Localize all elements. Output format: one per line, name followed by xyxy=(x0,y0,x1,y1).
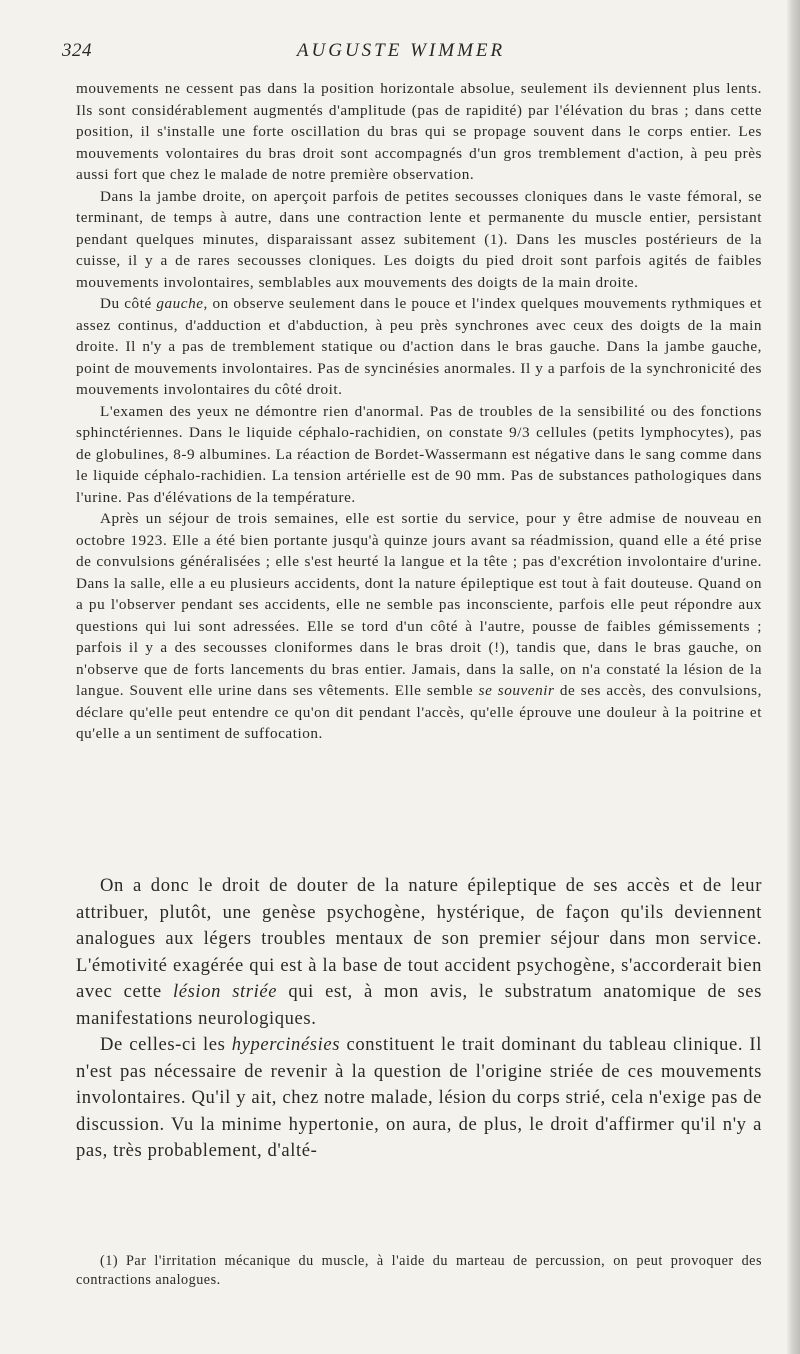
running-head: AUGUSTE WIMMER xyxy=(296,40,506,61)
emphasis-hypercinesies: hypercinésies xyxy=(231,1034,341,1055)
paragraph-movements: mouvements ne cessent pas dans la position horizontale absolue, seulement ils deviennent plus lents. Ils sont considérablement augmentés d'amplitude (pas de rapidité) par l'élévation du bras ; dans cette position, il s'installe une forte oscillation du bras qui se propage souvent dans le corps entier. Les mouvements volontaires du bras droit sont accompagnés d'un gros tremblement d'action, à peu près aussi fort que chez le malade de notre première observation. xyxy=(76,80,762,183)
page-number: 324 xyxy=(62,40,92,61)
paragraph-discussion-2: De celles-ci les hypercinésies constituent le trait dominant du tableau clinique. Il n'est pas nécessaire de revenir à la question de l'origine striée de ces mouvements involontaires. Qu'il y ait, chez notre malade, lésion du corps strié, cela n'exige pas de discussion. Vu la minime hypertonie, on aura, de plus, le droit d'affirmer qu'il n'y a pas, très probablement, d'alté- xyxy=(76,1034,762,1161)
emphasis-se-souvenir: se souvenir xyxy=(478,682,555,699)
paragraph-left-side: Du côté gauche, on observe seulement dans le pouce et l'index quelques mouvements rythmiques et assez continus, d'adduction et d'abduction, à peu près synchrones avec ceux des doigts de la main droite. Il n'y a pas de tremblement statique ou d'action dans le bras gauche. Dans la jambe gauche, point de mouvements involontaires. Pas de syncinésies anormales. Il y a parfois de la synchronicité des mouvements involontaires du côté droit. xyxy=(76,295,762,398)
emphasis-gauche: gauche xyxy=(156,295,204,312)
footnote-text: (1) Par l'irritation mécanique du muscle, à l'aide du marteau de percussion, on peut provoquer des contractions analogues. xyxy=(76,1253,762,1288)
paragraph-examination: L'examen des yeux ne démontre rien d'anormal. Pas de troubles de la sensibilité ou des fonctions sphinctériennes. Dans le liquide céphalo-rachidien, on constate 9/3 cellules (petits lymphocytes), pas de globulines, 8-9 albumines. La réaction de Bordet-Wassermann est négative dans le sang comme dans le liquide céphalo-rachidien. La tension artérielle est de 90 mm. Pas de substances pathologiques dans l'urine. Pas d'élévations de la température. xyxy=(76,402,762,506)
emphasis-lesion-striee: lésion striée xyxy=(172,981,278,1002)
paragraph-discussion-1: On a donc le droit de douter de la nature épileptique de ses accès et de leur attribuer, plutôt, une genèse psychogène, hystérique, de façon qu'ils deviennent analogues aux légers troubles mentaux de son premier séjour dans mon service. L'émotivité exagérée qui est à la base de tout accident psychogène, s'accorderait bien avec cette lésion striée qui est, à mon avis, le substratum anatomique de ses manifestations neurologiques. xyxy=(76,875,762,1029)
case-report-text xyxy=(76,78,762,745)
discussion-text xyxy=(76,873,762,1165)
paragraph-right-leg: Dans la jambe droite, on aperçoit parfois de petites secousses cloniques dans le vaste fémoral, se terminant, de temps à autre, dans une contraction lente et permanente du muscle entier, persistant pendant quelques minutes, disparaissant assez subitement (1). Dans les muscles postérieurs de la cuisse, il y a de rares secousses cloniques. Les doigts du pied droit sont parfois agités de faibles mouvements involontaires, semblables aux mouvements des doigts de la main droite. xyxy=(76,187,762,291)
page-header xyxy=(62,40,740,66)
paragraph-readmission: Après un séjour de trois semaines, elle est sortie du service, pour y être admise de nouveau en octobre 1923. Elle a été bien portante jusqu'à quinze jours avant sa réadmission, quand elle a été prise de convulsions généralisées ; elle s'est heurté la langue et la tête ; pas d'excrétion involontaire d'urine. Dans la salle, elle a eu plusieurs accidents, dont la nature épileptique est tout à fait douteuse. Quand on a pu l'observer pendant ses accidents, elle ne semble pas inconsciente, parfois elle peut répondre aux questions qui lui sont adressées. Elle se tord d'un côté à l'autre, pousse de faibles gémissements ; parfois il y a des secousses cloniformes dans le bras droit (!), tandis que, dans le bras gauche, on n'observe que de forts lancements du bras entier. Jamais, dans la salle, on n'a constaté la lésion de la langue. Souvent elle urine dans ses vêtements. Elle semble se souvenir de ses accès, des convulsions, déclare qu'elle peut entendre ce qu'on dit pendant l'accès, qu'elle éprouve une douleur à la poitrine et qu'elle a un sentiment de suffocation. xyxy=(76,510,762,742)
footnote xyxy=(76,1252,762,1290)
